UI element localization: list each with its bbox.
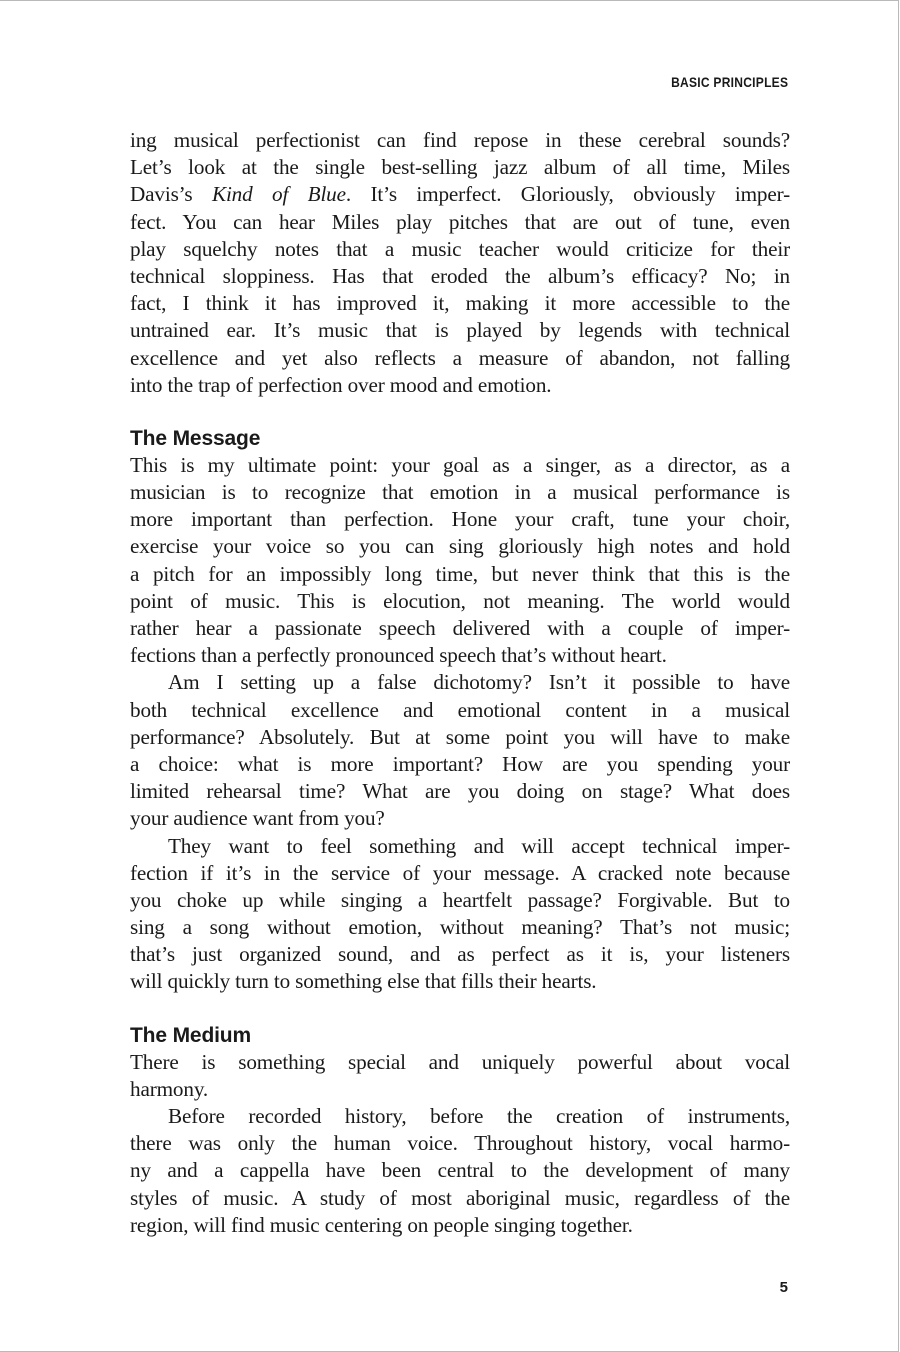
text-line: fections than a perfectly pronounced speech that’s without heart. (130, 643, 667, 668)
text-line: region, will find music centering on people singing together. (130, 1212, 633, 1237)
text-line: Before recorded history, before the creation of instruments, (168, 1104, 790, 1128)
album-title: Kind of Blue (211, 182, 346, 207)
text-line: technical sloppiness. Has that eroded the album’s efficacy? No; in (130, 263, 790, 288)
section-heading-message: The Message (130, 426, 261, 450)
text-line: This is my ultimate point: your goal as a singer, as a director, as a (130, 452, 790, 477)
text-span: Davis’s (130, 182, 212, 207)
text-line: there was only the human voice. Throughout history, vocal harmo- (130, 1131, 790, 1156)
running-head: BASIC PRINCIPLES (670, 74, 788, 90)
text-line: ny and a cappella have been central to the development of many (130, 1158, 790, 1183)
text-line: that’s just organized sound, and as perfect as it is, your listeners (130, 942, 790, 967)
text-line: fect. You can hear Miles play pitches that are out of tune, even (130, 209, 790, 234)
text-line: Let’s look at the single best-selling jazz album of all time, Miles (130, 155, 790, 180)
text-line: a choice: what is more important? How are you spending your (130, 751, 790, 776)
text-line: untrained ear. It’s music that is played by legends with technical (130, 318, 790, 343)
text-line: more important than perfection. Hone your craft, tune your choir, (130, 507, 790, 532)
text-line: limited rehearsal time? What are you doing on stage? What does (130, 779, 790, 804)
text-line: sing a song without emotion, without meaning? That’s not music; (130, 915, 790, 940)
text-line: excellence and yet also reflects a measure of abandon, not falling (130, 345, 790, 370)
text-line: Am I setting up a false dichotomy? Isn’t it possible to have (168, 670, 790, 695)
text-line: you choke up while singing a heartfelt passage? Forgivable. But to (130, 887, 790, 912)
text-line: into the trap of perfection over mood and emotion. (130, 372, 552, 397)
text-line: a pitch for an impossibly long time, but never think that this is the (130, 561, 790, 586)
text-line: They want to feel something and will accept technical imper- (168, 833, 790, 858)
text-line: There is something special and uniquely powerful about vocal (130, 1049, 790, 1074)
text-line: musician is to recognize that emotion in a musical performance is (130, 480, 790, 505)
page-number: 5 (779, 1279, 788, 1296)
text-line: both technical excellence and emotional content in a musical (130, 697, 790, 722)
spacer (130, 996, 790, 1022)
text-span: . It’s imperfect. Gloriously, obviously imper- (345, 182, 790, 207)
spacer (130, 399, 790, 425)
text-line: fection if it’s in the service of your message. A cracked note because (130, 860, 790, 885)
text-line: fact, I think it has improved it, making it more accessible to the (130, 291, 790, 316)
text-line: performance? Absolutely. But at some point you will have to make (130, 724, 790, 749)
section-heading-medium: The Medium (130, 1023, 252, 1047)
text-line: harmony. (130, 1076, 209, 1101)
text-line: your audience want from you? (130, 806, 385, 831)
text-line: play squelchy notes that a music teacher would criticize for their (130, 236, 790, 261)
text-line: ing musical perfectionist can find repose in these cerebral sounds? (130, 128, 790, 152)
text-line: point of music. This is elocution, not meaning. The world would (130, 588, 790, 613)
text-line-kind-of-blue (130, 181, 790, 208)
text-line: exercise your voice so you can sing gloriously high notes and hold (130, 534, 790, 559)
body-text (130, 127, 790, 1239)
text-line: styles of music. A study of most aboriginal music, regardless of the (130, 1185, 790, 1210)
text-line: will quickly turn to something else that fills their hearts. (130, 969, 597, 994)
text-line: rather hear a passionate speech delivered with a couple of imper- (130, 616, 790, 640)
